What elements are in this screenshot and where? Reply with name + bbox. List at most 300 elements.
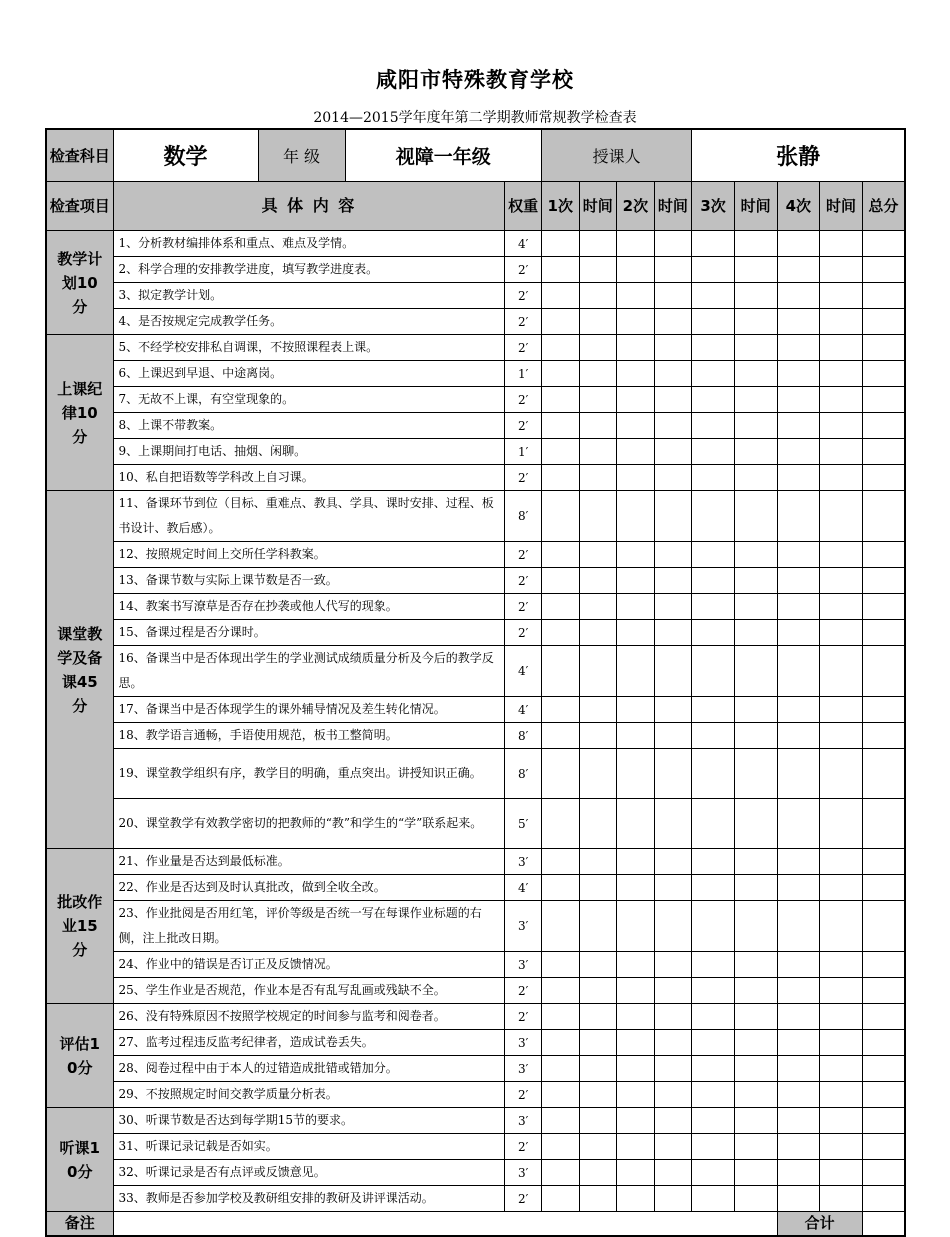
score-cell[interactable]	[654, 231, 692, 257]
score-cell[interactable]	[820, 309, 863, 335]
score-cell[interactable]	[692, 361, 735, 387]
score-cell[interactable]	[617, 875, 655, 901]
score-cell[interactable]	[579, 1160, 617, 1186]
score-cell[interactable]	[692, 620, 735, 646]
score-cell[interactable]	[579, 387, 617, 413]
score-cell[interactable]	[654, 620, 692, 646]
score-cell[interactable]	[692, 257, 735, 283]
score-cell[interactable]	[654, 465, 692, 491]
score-cell[interactable]	[862, 620, 905, 646]
score-cell[interactable]	[541, 697, 579, 723]
score-cell[interactable]	[654, 952, 692, 978]
score-cell[interactable]	[654, 978, 692, 1004]
score-cell[interactable]	[654, 491, 692, 542]
score-cell[interactable]	[654, 309, 692, 335]
score-cell[interactable]	[579, 439, 617, 465]
score-cell[interactable]	[617, 749, 655, 799]
score-cell[interactable]	[862, 257, 905, 283]
score-cell[interactable]	[820, 646, 863, 697]
score-cell[interactable]	[579, 1056, 617, 1082]
score-cell[interactable]	[541, 875, 579, 901]
score-cell[interactable]	[692, 309, 735, 335]
score-cell[interactable]	[617, 799, 655, 849]
score-cell[interactable]	[777, 594, 820, 620]
score-cell[interactable]	[654, 568, 692, 594]
score-cell[interactable]	[541, 1082, 579, 1108]
score-cell[interactable]	[579, 542, 617, 568]
score-cell[interactable]	[692, 1160, 735, 1186]
score-cell[interactable]	[777, 697, 820, 723]
score-cell[interactable]	[734, 309, 777, 335]
score-cell[interactable]	[777, 875, 820, 901]
score-cell[interactable]	[692, 646, 735, 697]
score-cell[interactable]	[820, 542, 863, 568]
score-cell[interactable]	[820, 875, 863, 901]
score-cell[interactable]	[820, 1030, 863, 1056]
score-cell[interactable]	[541, 849, 579, 875]
score-cell[interactable]	[617, 361, 655, 387]
score-cell[interactable]	[692, 1186, 735, 1212]
score-cell[interactable]	[777, 1004, 820, 1030]
score-cell[interactable]	[579, 1030, 617, 1056]
score-cell[interactable]	[692, 1108, 735, 1134]
score-cell[interactable]	[579, 594, 617, 620]
score-cell[interactable]	[820, 491, 863, 542]
score-cell[interactable]	[579, 723, 617, 749]
score-cell[interactable]	[862, 849, 905, 875]
score-cell[interactable]	[617, 335, 655, 361]
score-cell[interactable]	[579, 749, 617, 799]
score-cell[interactable]	[692, 952, 735, 978]
score-cell[interactable]	[654, 799, 692, 849]
score-cell[interactable]	[820, 749, 863, 799]
score-cell[interactable]	[734, 1082, 777, 1108]
score-cell[interactable]	[579, 901, 617, 952]
score-cell[interactable]	[820, 799, 863, 849]
score-cell[interactable]	[617, 1186, 655, 1212]
score-cell[interactable]	[862, 1030, 905, 1056]
score-cell[interactable]	[617, 465, 655, 491]
score-cell[interactable]	[820, 1186, 863, 1212]
score-cell[interactable]	[734, 1056, 777, 1082]
score-cell[interactable]	[734, 1004, 777, 1030]
score-cell[interactable]	[734, 387, 777, 413]
table-row	[46, 413, 905, 439]
score-cell[interactable]	[862, 491, 905, 542]
score-cell[interactable]	[541, 1030, 579, 1056]
score-cell[interactable]	[862, 1134, 905, 1160]
score-cell[interactable]	[541, 901, 579, 952]
score-cell[interactable]	[820, 257, 863, 283]
score-cell[interactable]	[862, 1108, 905, 1134]
score-cell[interactable]	[820, 439, 863, 465]
score-cell[interactable]	[579, 413, 617, 439]
score-cell[interactable]	[541, 723, 579, 749]
score-cell[interactable]	[654, 257, 692, 283]
score-cell[interactable]	[617, 387, 655, 413]
score-cell[interactable]	[777, 231, 820, 257]
score-cell[interactable]	[734, 335, 777, 361]
score-cell[interactable]	[734, 413, 777, 439]
score-cell[interactable]	[541, 361, 579, 387]
score-cell[interactable]	[654, 1186, 692, 1212]
score-cell[interactable]	[862, 1082, 905, 1108]
score-cell[interactable]	[862, 335, 905, 361]
score-cell[interactable]	[820, 361, 863, 387]
score-cell[interactable]	[654, 283, 692, 309]
score-cell[interactable]	[820, 1004, 863, 1030]
score-cell[interactable]	[820, 620, 863, 646]
score-cell[interactable]	[541, 309, 579, 335]
score-cell[interactable]	[692, 335, 735, 361]
score-cell[interactable]	[777, 335, 820, 361]
score-cell[interactable]	[541, 439, 579, 465]
score-cell[interactable]	[777, 439, 820, 465]
score-cell[interactable]	[692, 594, 735, 620]
score-cell[interactable]	[579, 1134, 617, 1160]
score-cell[interactable]	[820, 231, 863, 257]
score-cell[interactable]	[734, 542, 777, 568]
score-cell[interactable]	[820, 1082, 863, 1108]
score-cell[interactable]	[692, 542, 735, 568]
score-cell[interactable]	[579, 952, 617, 978]
score-cell[interactable]	[579, 335, 617, 361]
score-cell[interactable]	[692, 749, 735, 799]
score-cell[interactable]	[777, 257, 820, 283]
score-cell[interactable]	[734, 799, 777, 849]
score-cell[interactable]	[692, 568, 735, 594]
score-cell[interactable]	[617, 697, 655, 723]
score-cell[interactable]	[777, 952, 820, 978]
score-cell[interactable]	[541, 978, 579, 1004]
score-cell[interactable]	[734, 1134, 777, 1160]
score-cell[interactable]	[862, 875, 905, 901]
score-cell[interactable]	[541, 646, 579, 697]
score-cell[interactable]	[862, 439, 905, 465]
remarks-field[interactable]	[113, 1212, 777, 1236]
score-cell[interactable]	[862, 799, 905, 849]
score-cell[interactable]	[820, 849, 863, 875]
score-cell[interactable]	[617, 1030, 655, 1056]
score-cell[interactable]	[777, 646, 820, 697]
score-cell[interactable]	[777, 309, 820, 335]
score-cell[interactable]	[617, 568, 655, 594]
score-cell[interactable]	[654, 1082, 692, 1108]
score-cell[interactable]	[541, 465, 579, 491]
score-cell[interactable]	[777, 387, 820, 413]
score-cell[interactable]	[692, 723, 735, 749]
score-cell[interactable]	[734, 1030, 777, 1056]
score-cell[interactable]	[692, 875, 735, 901]
score-cell[interactable]	[617, 1108, 655, 1134]
score-cell[interactable]	[734, 952, 777, 978]
score-cell[interactable]	[777, 978, 820, 1004]
score-cell[interactable]	[617, 413, 655, 439]
score-cell[interactable]	[862, 542, 905, 568]
score-cell[interactable]	[862, 646, 905, 697]
score-cell[interactable]	[579, 849, 617, 875]
score-cell[interactable]	[579, 491, 617, 542]
score-cell[interactable]	[541, 335, 579, 361]
score-cell[interactable]	[617, 723, 655, 749]
score-cell[interactable]	[654, 594, 692, 620]
score-cell[interactable]	[617, 952, 655, 978]
score-cell[interactable]	[820, 697, 863, 723]
score-cell[interactable]	[777, 749, 820, 799]
score-cell[interactable]	[692, 439, 735, 465]
score-cell[interactable]	[734, 257, 777, 283]
score-cell[interactable]	[617, 542, 655, 568]
score-cell[interactable]	[862, 723, 905, 749]
score-cell[interactable]	[654, 439, 692, 465]
score-cell[interactable]	[777, 849, 820, 875]
score-cell[interactable]	[541, 1108, 579, 1134]
score-cell[interactable]	[654, 1134, 692, 1160]
score-cell[interactable]	[579, 257, 617, 283]
score-cell[interactable]	[862, 568, 905, 594]
score-cell[interactable]	[734, 231, 777, 257]
score-cell[interactable]	[734, 646, 777, 697]
score-cell[interactable]	[777, 1108, 820, 1134]
score-cell[interactable]	[862, 465, 905, 491]
score-cell[interactable]	[734, 594, 777, 620]
score-cell[interactable]	[617, 231, 655, 257]
score-cell[interactable]	[777, 1030, 820, 1056]
score-cell[interactable]	[541, 1056, 579, 1082]
score-cell[interactable]	[579, 1108, 617, 1134]
score-cell[interactable]	[820, 594, 863, 620]
score-cell[interactable]	[862, 387, 905, 413]
score-cell[interactable]	[654, 723, 692, 749]
score-cell[interactable]	[579, 568, 617, 594]
score-cell[interactable]	[579, 799, 617, 849]
score-cell[interactable]	[617, 1082, 655, 1108]
score-cell[interactable]	[734, 978, 777, 1004]
score-cell[interactable]	[820, 901, 863, 952]
score-cell[interactable]	[777, 723, 820, 749]
score-cell[interactable]	[541, 387, 579, 413]
score-cell[interactable]	[820, 335, 863, 361]
score-cell[interactable]	[692, 978, 735, 1004]
score-cell[interactable]	[820, 952, 863, 978]
score-cell[interactable]	[541, 1004, 579, 1030]
score-cell[interactable]	[862, 231, 905, 257]
score-cell[interactable]	[654, 646, 692, 697]
score-cell[interactable]	[777, 1082, 820, 1108]
score-cell[interactable]	[617, 439, 655, 465]
score-cell[interactable]	[820, 568, 863, 594]
score-cell[interactable]	[862, 749, 905, 799]
score-cell[interactable]	[654, 849, 692, 875]
score-cell[interactable]	[541, 594, 579, 620]
score-cell[interactable]	[541, 413, 579, 439]
score-cell[interactable]	[541, 283, 579, 309]
score-cell[interactable]	[734, 875, 777, 901]
score-cell[interactable]	[654, 875, 692, 901]
score-cell[interactable]	[820, 387, 863, 413]
score-cell[interactable]	[820, 413, 863, 439]
score-cell[interactable]	[777, 799, 820, 849]
score-cell[interactable]	[579, 697, 617, 723]
score-cell[interactable]	[654, 1108, 692, 1134]
score-cell[interactable]	[777, 1134, 820, 1160]
score-cell[interactable]	[862, 952, 905, 978]
score-cell[interactable]	[617, 594, 655, 620]
score-cell[interactable]	[692, 387, 735, 413]
score-cell[interactable]	[617, 283, 655, 309]
score-cell[interactable]	[617, 1004, 655, 1030]
score-cell[interactable]	[692, 283, 735, 309]
score-cell[interactable]	[541, 1134, 579, 1160]
score-cell[interactable]	[654, 387, 692, 413]
score-cell[interactable]	[862, 697, 905, 723]
score-cell[interactable]	[820, 1056, 863, 1082]
score-cell[interactable]	[777, 283, 820, 309]
score-cell[interactable]	[654, 1030, 692, 1056]
score-cell[interactable]	[734, 1160, 777, 1186]
score-cell[interactable]	[734, 361, 777, 387]
score-cell[interactable]	[692, 413, 735, 439]
score-cell[interactable]	[777, 542, 820, 568]
score-cell[interactable]	[820, 1160, 863, 1186]
score-cell[interactable]	[862, 1004, 905, 1030]
score-cell[interactable]	[820, 723, 863, 749]
score-cell[interactable]	[541, 542, 579, 568]
score-cell[interactable]	[617, 901, 655, 952]
score-cell[interactable]	[541, 620, 579, 646]
score-cell[interactable]	[579, 309, 617, 335]
score-cell[interactable]	[617, 646, 655, 697]
score-cell[interactable]	[692, 697, 735, 723]
score-cell[interactable]	[617, 1160, 655, 1186]
score-cell[interactable]	[617, 309, 655, 335]
score-cell[interactable]	[579, 620, 617, 646]
score-cell[interactable]	[579, 875, 617, 901]
score-cell[interactable]	[734, 1108, 777, 1134]
score-cell[interactable]	[692, 491, 735, 542]
score-cell[interactable]	[541, 1160, 579, 1186]
score-cell[interactable]	[862, 309, 905, 335]
score-cell[interactable]	[617, 257, 655, 283]
score-cell[interactable]	[777, 901, 820, 952]
score-cell[interactable]	[654, 413, 692, 439]
score-cell[interactable]	[654, 1056, 692, 1082]
score-cell[interactable]	[734, 749, 777, 799]
score-cell[interactable]	[692, 1030, 735, 1056]
score-cell[interactable]	[777, 361, 820, 387]
score-cell[interactable]	[541, 799, 579, 849]
score-cell[interactable]	[617, 620, 655, 646]
score-cell[interactable]	[654, 335, 692, 361]
score-cell[interactable]	[862, 283, 905, 309]
score-cell[interactable]	[777, 413, 820, 439]
score-cell[interactable]	[617, 978, 655, 1004]
score-cell[interactable]	[777, 465, 820, 491]
score-cell[interactable]	[654, 697, 692, 723]
score-cell[interactable]	[579, 1004, 617, 1030]
score-cell[interactable]	[692, 1082, 735, 1108]
score-cell[interactable]	[734, 697, 777, 723]
score-cell[interactable]	[692, 849, 735, 875]
score-cell[interactable]	[862, 1186, 905, 1212]
score-cell[interactable]	[654, 749, 692, 799]
score-cell[interactable]	[541, 257, 579, 283]
score-cell[interactable]	[777, 620, 820, 646]
score-cell[interactable]	[820, 978, 863, 1004]
score-cell[interactable]	[734, 620, 777, 646]
score-cell[interactable]	[777, 1056, 820, 1082]
score-cell[interactable]	[777, 568, 820, 594]
score-cell[interactable]	[734, 283, 777, 309]
score-cell[interactable]	[541, 491, 579, 542]
score-cell[interactable]	[692, 1134, 735, 1160]
score-cell[interactable]	[777, 491, 820, 542]
score-cell[interactable]	[734, 901, 777, 952]
score-cell[interactable]	[862, 413, 905, 439]
score-cell[interactable]	[541, 749, 579, 799]
score-cell[interactable]	[734, 1186, 777, 1212]
score-cell[interactable]	[862, 1160, 905, 1186]
score-cell[interactable]	[579, 1186, 617, 1212]
score-cell[interactable]	[692, 1004, 735, 1030]
score-cell[interactable]	[654, 542, 692, 568]
score-cell[interactable]	[734, 723, 777, 749]
score-cell[interactable]	[734, 491, 777, 542]
score-cell[interactable]	[617, 491, 655, 542]
score-cell[interactable]	[862, 594, 905, 620]
score-cell[interactable]	[541, 231, 579, 257]
score-cell[interactable]	[862, 978, 905, 1004]
score-cell[interactable]	[579, 231, 617, 257]
score-cell[interactable]	[692, 901, 735, 952]
total-field[interactable]	[862, 1212, 905, 1236]
score-cell[interactable]	[820, 1108, 863, 1134]
score-cell[interactable]	[862, 1056, 905, 1082]
score-cell[interactable]	[579, 361, 617, 387]
score-cell[interactable]	[654, 901, 692, 952]
score-cell[interactable]	[862, 901, 905, 952]
score-cell[interactable]	[541, 1186, 579, 1212]
score-cell[interactable]	[617, 1134, 655, 1160]
score-cell[interactable]	[654, 1160, 692, 1186]
score-cell[interactable]	[692, 799, 735, 849]
score-cell[interactable]	[579, 978, 617, 1004]
score-cell[interactable]	[692, 465, 735, 491]
score-cell[interactable]	[579, 1082, 617, 1108]
score-cell[interactable]	[820, 283, 863, 309]
score-cell[interactable]	[654, 1004, 692, 1030]
score-cell[interactable]	[734, 568, 777, 594]
score-cell[interactable]	[777, 1186, 820, 1212]
score-cell[interactable]	[820, 465, 863, 491]
score-cell[interactable]	[541, 568, 579, 594]
score-cell[interactable]	[734, 465, 777, 491]
score-cell[interactable]	[862, 361, 905, 387]
score-cell[interactable]	[777, 1160, 820, 1186]
score-cell[interactable]	[692, 231, 735, 257]
score-cell[interactable]	[734, 849, 777, 875]
score-cell[interactable]	[734, 439, 777, 465]
score-cell[interactable]	[579, 465, 617, 491]
score-cell[interactable]	[617, 849, 655, 875]
score-cell[interactable]	[692, 1056, 735, 1082]
score-cell[interactable]	[654, 361, 692, 387]
score-cell[interactable]	[820, 1134, 863, 1160]
score-cell[interactable]	[617, 1056, 655, 1082]
score-cell[interactable]	[579, 646, 617, 697]
score-cell[interactable]	[541, 952, 579, 978]
score-cell[interactable]	[579, 283, 617, 309]
